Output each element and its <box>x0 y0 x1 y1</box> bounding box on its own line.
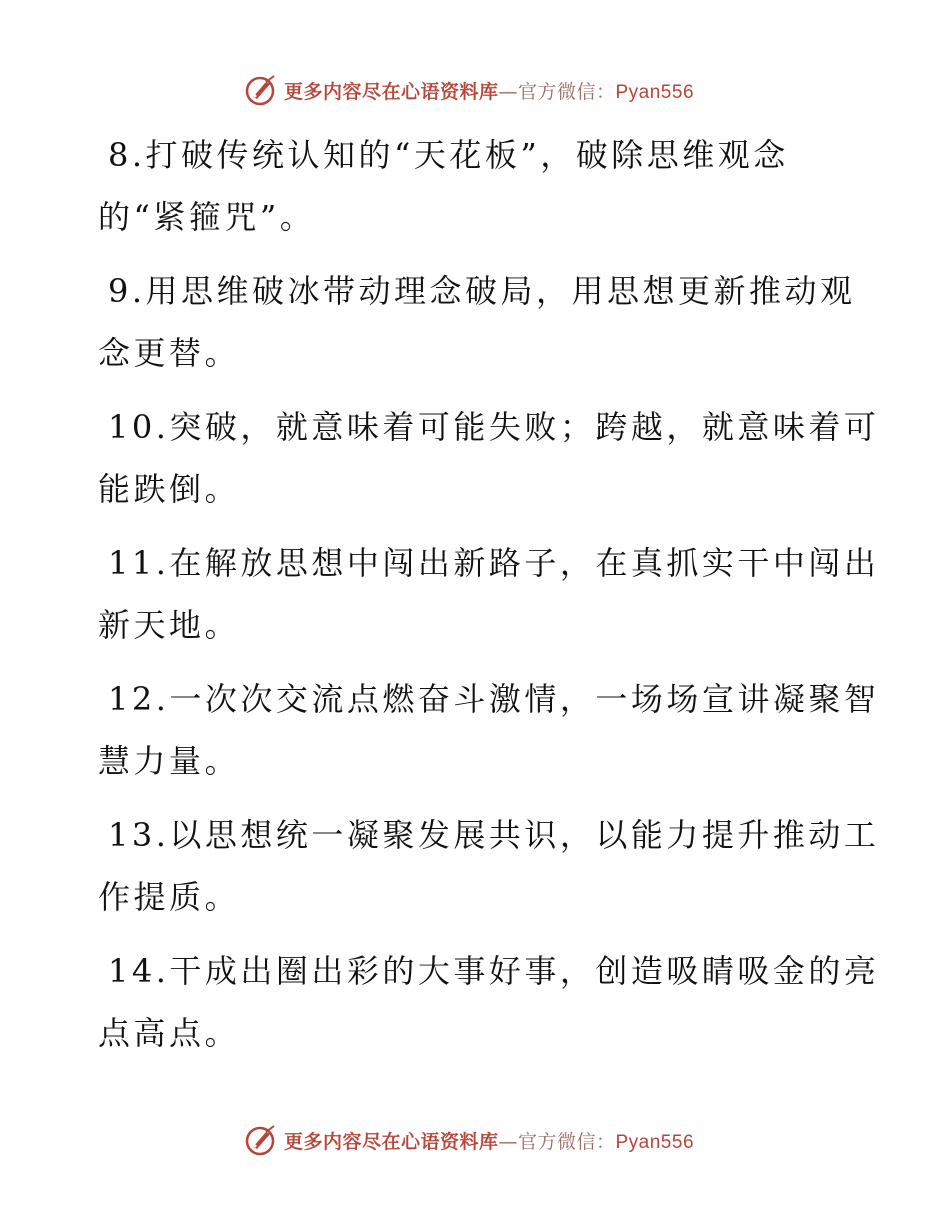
item-line-1: 14.干成出圈出彩的大事好事，创造吸睛吸金的亮 <box>108 952 880 990</box>
header-watermark-text <box>284 77 694 104</box>
item-line-2: 念更替。 <box>98 334 241 372</box>
item-line-1: 8.打破传统认知的“天花板”，破除思维观念 <box>108 136 789 174</box>
list-item <box>98 940 880 1064</box>
slogan-list <box>98 124 880 1076</box>
footer-watermark <box>0 1120 950 1160</box>
footer-gray-text: —官方微信： <box>498 1130 616 1153</box>
list-item <box>98 124 858 248</box>
item-line-2: 慧力量。 <box>98 742 241 780</box>
item-line-2: 的“紧箍咒”。 <box>98 198 316 236</box>
header-watermark <box>0 70 950 110</box>
item-line-1: 10.突破，就意味着可能失败；跨越，就意味着可 <box>108 408 880 446</box>
header-watermark-inner <box>244 73 694 107</box>
footer-watermark-inner <box>244 1123 694 1157</box>
header-red-text: 更多内容尽在心语资料库 <box>283 80 499 103</box>
list-item <box>98 804 880 928</box>
list-item <box>98 396 880 520</box>
header-wechat-id: Pyan556 <box>615 81 695 103</box>
item-line-2: 新天地。 <box>98 606 241 644</box>
footer-wechat-id: Pyan556 <box>615 1131 695 1153</box>
quill-logo-icon <box>244 1123 278 1157</box>
item-line-1: 11.在解放思想中闯出新路子，在真抓实干中闯出 <box>108 544 880 582</box>
item-line-1: 13.以思想统一凝聚发展共识，以能力提升推动工 <box>108 816 880 854</box>
list-item <box>98 668 880 792</box>
footer-watermark-text <box>284 1127 694 1154</box>
item-line-1: 12.一次次交流点燃奋斗激情，一场场宣讲凝聚智 <box>108 680 880 718</box>
footer-red-text: 更多内容尽在心语资料库 <box>283 1130 499 1153</box>
item-line-1: 9.用思维破冰带动理念破局，用思想更新推动观 <box>108 272 856 310</box>
list-item <box>98 532 880 656</box>
item-line-2: 能跌倒。 <box>98 470 241 508</box>
header-gray-text: —官方微信： <box>498 80 616 103</box>
list-item <box>98 260 858 384</box>
item-line-2: 作提质。 <box>98 878 241 916</box>
quill-logo-icon <box>244 73 278 107</box>
item-line-2: 点高点。 <box>98 1014 241 1052</box>
